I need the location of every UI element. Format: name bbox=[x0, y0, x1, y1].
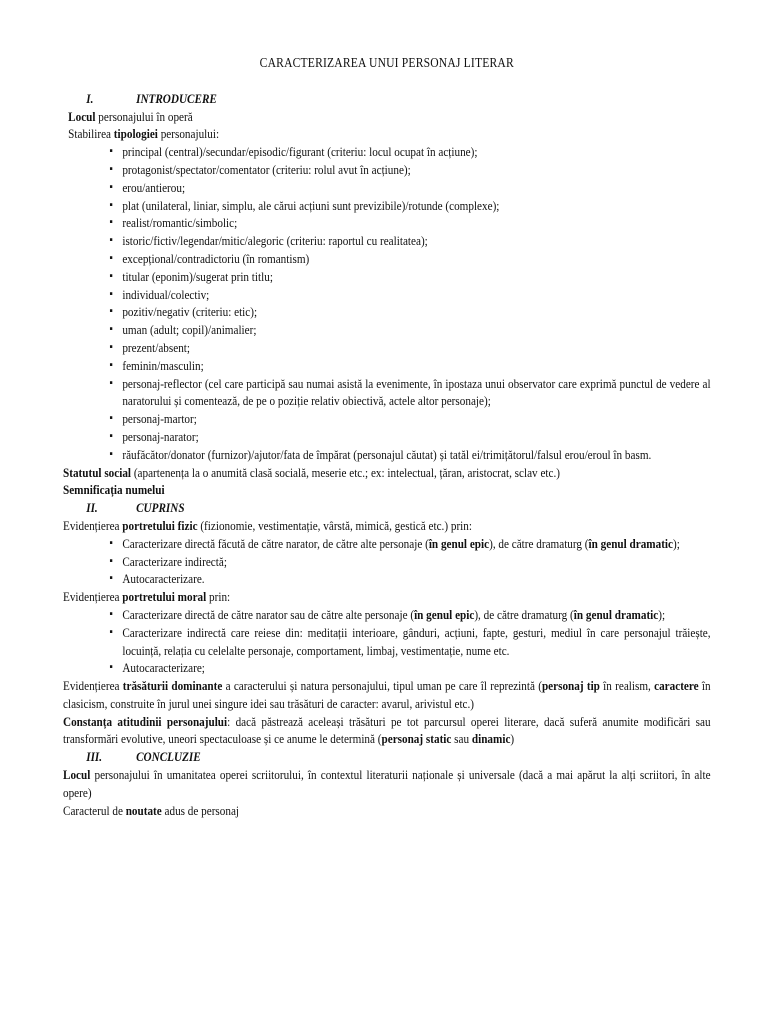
section-title: INTRODUCERE bbox=[136, 90, 217, 106]
list-item: ▪ feminin/masculin; bbox=[109, 357, 710, 375]
list-item: ▪ personaj-martor; bbox=[109, 410, 710, 428]
portret-fizic-list bbox=[63, 535, 711, 588]
text-run: (apartenența la o anumită clasă socială, meserie etc.; ex: intelectual, țăran, aristocrat, sclav etc.) bbox=[131, 464, 560, 480]
list-item: ▪ individual/colectiv; bbox=[109, 286, 710, 304]
bold-text: tipologiei bbox=[113, 126, 158, 142]
paragraph-statut-social bbox=[63, 464, 711, 482]
list-item bbox=[109, 535, 710, 553]
paragraph-constanta-atitudinii bbox=[63, 713, 711, 749]
section-number: I. bbox=[86, 90, 94, 106]
tipologie-list bbox=[63, 143, 711, 463]
bold-text: Semnificația numelui bbox=[63, 482, 165, 498]
text-run: prin: bbox=[206, 589, 231, 605]
list-item bbox=[109, 570, 710, 588]
bold-text: Locul bbox=[68, 108, 96, 124]
text-run: personajului în operă bbox=[95, 108, 193, 124]
text-run: Evidențierea bbox=[63, 678, 123, 694]
text-run: Caracterizare indirectă care reiese din: meditații interioare, gânduri, acțiuni, fapte, gesturi, mediul în care personajul trăiește, locuință, relația cu celelalte personaje, comportament, limbaj, vestimentație, nume etc. bbox=[122, 624, 711, 658]
bold-text: caractere bbox=[654, 678, 699, 694]
paragraph-locul-intro bbox=[63, 108, 711, 126]
list-item: ▪ prezent/absent; bbox=[109, 339, 710, 357]
list-item: ▪ principal (central)/secundar/episodic/figurant (criteriu: locul ocupat în acțiune); bbox=[109, 143, 710, 161]
paragraph-locul-concluzie bbox=[63, 766, 711, 802]
text-run: (fizionomie, vestimentație, vârstă, mimică, gestică etc.) prin: bbox=[197, 517, 472, 533]
list-item bbox=[109, 606, 710, 624]
bold-text: portretului fizic bbox=[122, 517, 198, 533]
list-item: ▪ realist/romantic/simbolic; bbox=[109, 214, 710, 232]
text-run: ), de către dramaturg ( bbox=[474, 606, 574, 622]
section-heading-cuprins bbox=[63, 499, 711, 517]
text-run: Autocaracterizare; bbox=[122, 660, 205, 676]
text-run: ); bbox=[658, 606, 666, 622]
list-item: ▪ excepțional/contradictoriu (în romantism) bbox=[109, 250, 710, 268]
bold-text: portretului moral bbox=[122, 589, 207, 605]
text-run: Caracterul de bbox=[63, 802, 126, 818]
bold-text: în genul epic bbox=[414, 606, 475, 622]
bold-text: în genul epic bbox=[428, 535, 490, 551]
portret-moral-list bbox=[63, 606, 711, 677]
bold-text: Constanța atitudinii personajului bbox=[63, 713, 228, 729]
bold-text: în genul dramatic bbox=[588, 535, 674, 551]
paragraph-tipologie bbox=[63, 125, 711, 143]
text-run: Autocaracterizare. bbox=[122, 571, 205, 587]
bold-text: personaj static bbox=[381, 731, 452, 747]
text-run: în clasicism, construite în jurul unei singure idei sau trăsături de caracter: avarul, arivistul etc.) bbox=[63, 678, 711, 711]
text-run: adus de personaj bbox=[161, 802, 240, 818]
list-item: ▪ titular (eponim)/sugerat prin titlu; bbox=[109, 268, 710, 286]
text-run: personajului: bbox=[157, 126, 220, 142]
bold-text: Locul bbox=[63, 767, 91, 783]
section-number: II. bbox=[86, 500, 98, 516]
text-run: ); bbox=[673, 535, 680, 551]
section-heading-introducere bbox=[63, 90, 711, 108]
list-item: ▪ protagonist/spectator/comentator (criteriu: rolul avut în acțiune); bbox=[109, 161, 710, 179]
paragraph-trasaturi-dominante bbox=[63, 677, 711, 713]
list-item: ▪ personaj-narator; bbox=[109, 428, 710, 446]
paragraph-portret-fizic bbox=[63, 517, 711, 535]
text-run: : dacă păstrează aceleași trăsături pe tot parcursul operei literare, dacă suferă anumite modificări sau transformări evolutive, uneori spectaculoase și ce anume le determină ( bbox=[63, 713, 711, 747]
text-run: Stabilirea bbox=[68, 126, 114, 142]
list-item: ▪ personaj-reflector (cel care participă sau numai asistă la evenimente, în ipostaza unui observator care exprimă punctul de vedere al naratorului și comentează, de pe o poziție relativ obiectivă, actele altor personaje); bbox=[109, 375, 710, 411]
section-title: CONCLUZIE bbox=[136, 749, 201, 765]
list-item: ▪ erou/antierou; bbox=[109, 179, 710, 197]
document-page bbox=[63, 54, 711, 819]
list-item: ▪ pozitiv/negativ (criteriu: etic); bbox=[109, 303, 710, 321]
text-run: Evidențierea bbox=[63, 589, 123, 605]
text-run: ), de către dramaturg ( bbox=[489, 535, 589, 551]
text-run: Caracterizare indirectă; bbox=[122, 553, 227, 569]
list-item: ▪ plat (unilateral, liniar, simplu, ale cărui acțiuni sunt previzibile)/rotunde (complexe); bbox=[109, 197, 710, 215]
list-item: ▪ istoric/fictiv/legendar/mitic/alegoric (criteriu: raportul cu realitatea); bbox=[109, 232, 710, 250]
paragraph-semnificatia-numelui bbox=[63, 481, 711, 499]
text-run: Caracterizare directă de către narator sau de către alte personaje ( bbox=[122, 606, 415, 622]
document-body bbox=[63, 54, 711, 819]
bold-text: în genul dramatic bbox=[573, 606, 659, 622]
text-run: personajului în umanitatea operei scriitorului, în contextul literaturii naționale și universale (dacă a mai apărut la alți scriitori, în alte opere) bbox=[63, 767, 711, 800]
list-item bbox=[109, 553, 710, 571]
list-item: ▪ uman (adult; copil)/animalier; bbox=[109, 321, 710, 339]
section-title: CUPRINS bbox=[136, 500, 185, 516]
bold-text: personaj tip bbox=[541, 678, 600, 694]
section-heading-concluzie bbox=[63, 748, 711, 766]
bold-text: trăsăturii dominante bbox=[122, 678, 223, 694]
text-run: Caracterizare directă făcută de către narator, de către alte personaje ( bbox=[122, 535, 429, 551]
text-run: în realism, bbox=[599, 678, 655, 694]
paragraph-noutate bbox=[63, 802, 711, 820]
list-item bbox=[109, 624, 710, 660]
section-number: III. bbox=[86, 749, 103, 765]
bold-text: Statutul social bbox=[63, 464, 132, 480]
text-run: a caracterului și natura personajului, tipul uman pe care îl reprezintă ( bbox=[222, 678, 542, 694]
list-item bbox=[109, 659, 710, 677]
document-title: CARACTERIZAREA UNUI PERSONAJ LITERAR bbox=[259, 55, 514, 70]
text-run: sau bbox=[451, 731, 472, 747]
bold-text: dinamic bbox=[471, 731, 511, 747]
text-run: Evidențierea bbox=[63, 517, 123, 533]
list-item: ▪ răufăcător/donator (furnizor)/ajutor/fata de împărat (personajul căutat) și tatăl ei/trimițătorul/falsul erou/eroul în basm. bbox=[109, 446, 710, 464]
paragraph-portret-moral bbox=[63, 588, 711, 606]
bold-text: noutate bbox=[125, 802, 162, 818]
text-run: ) bbox=[510, 731, 515, 747]
